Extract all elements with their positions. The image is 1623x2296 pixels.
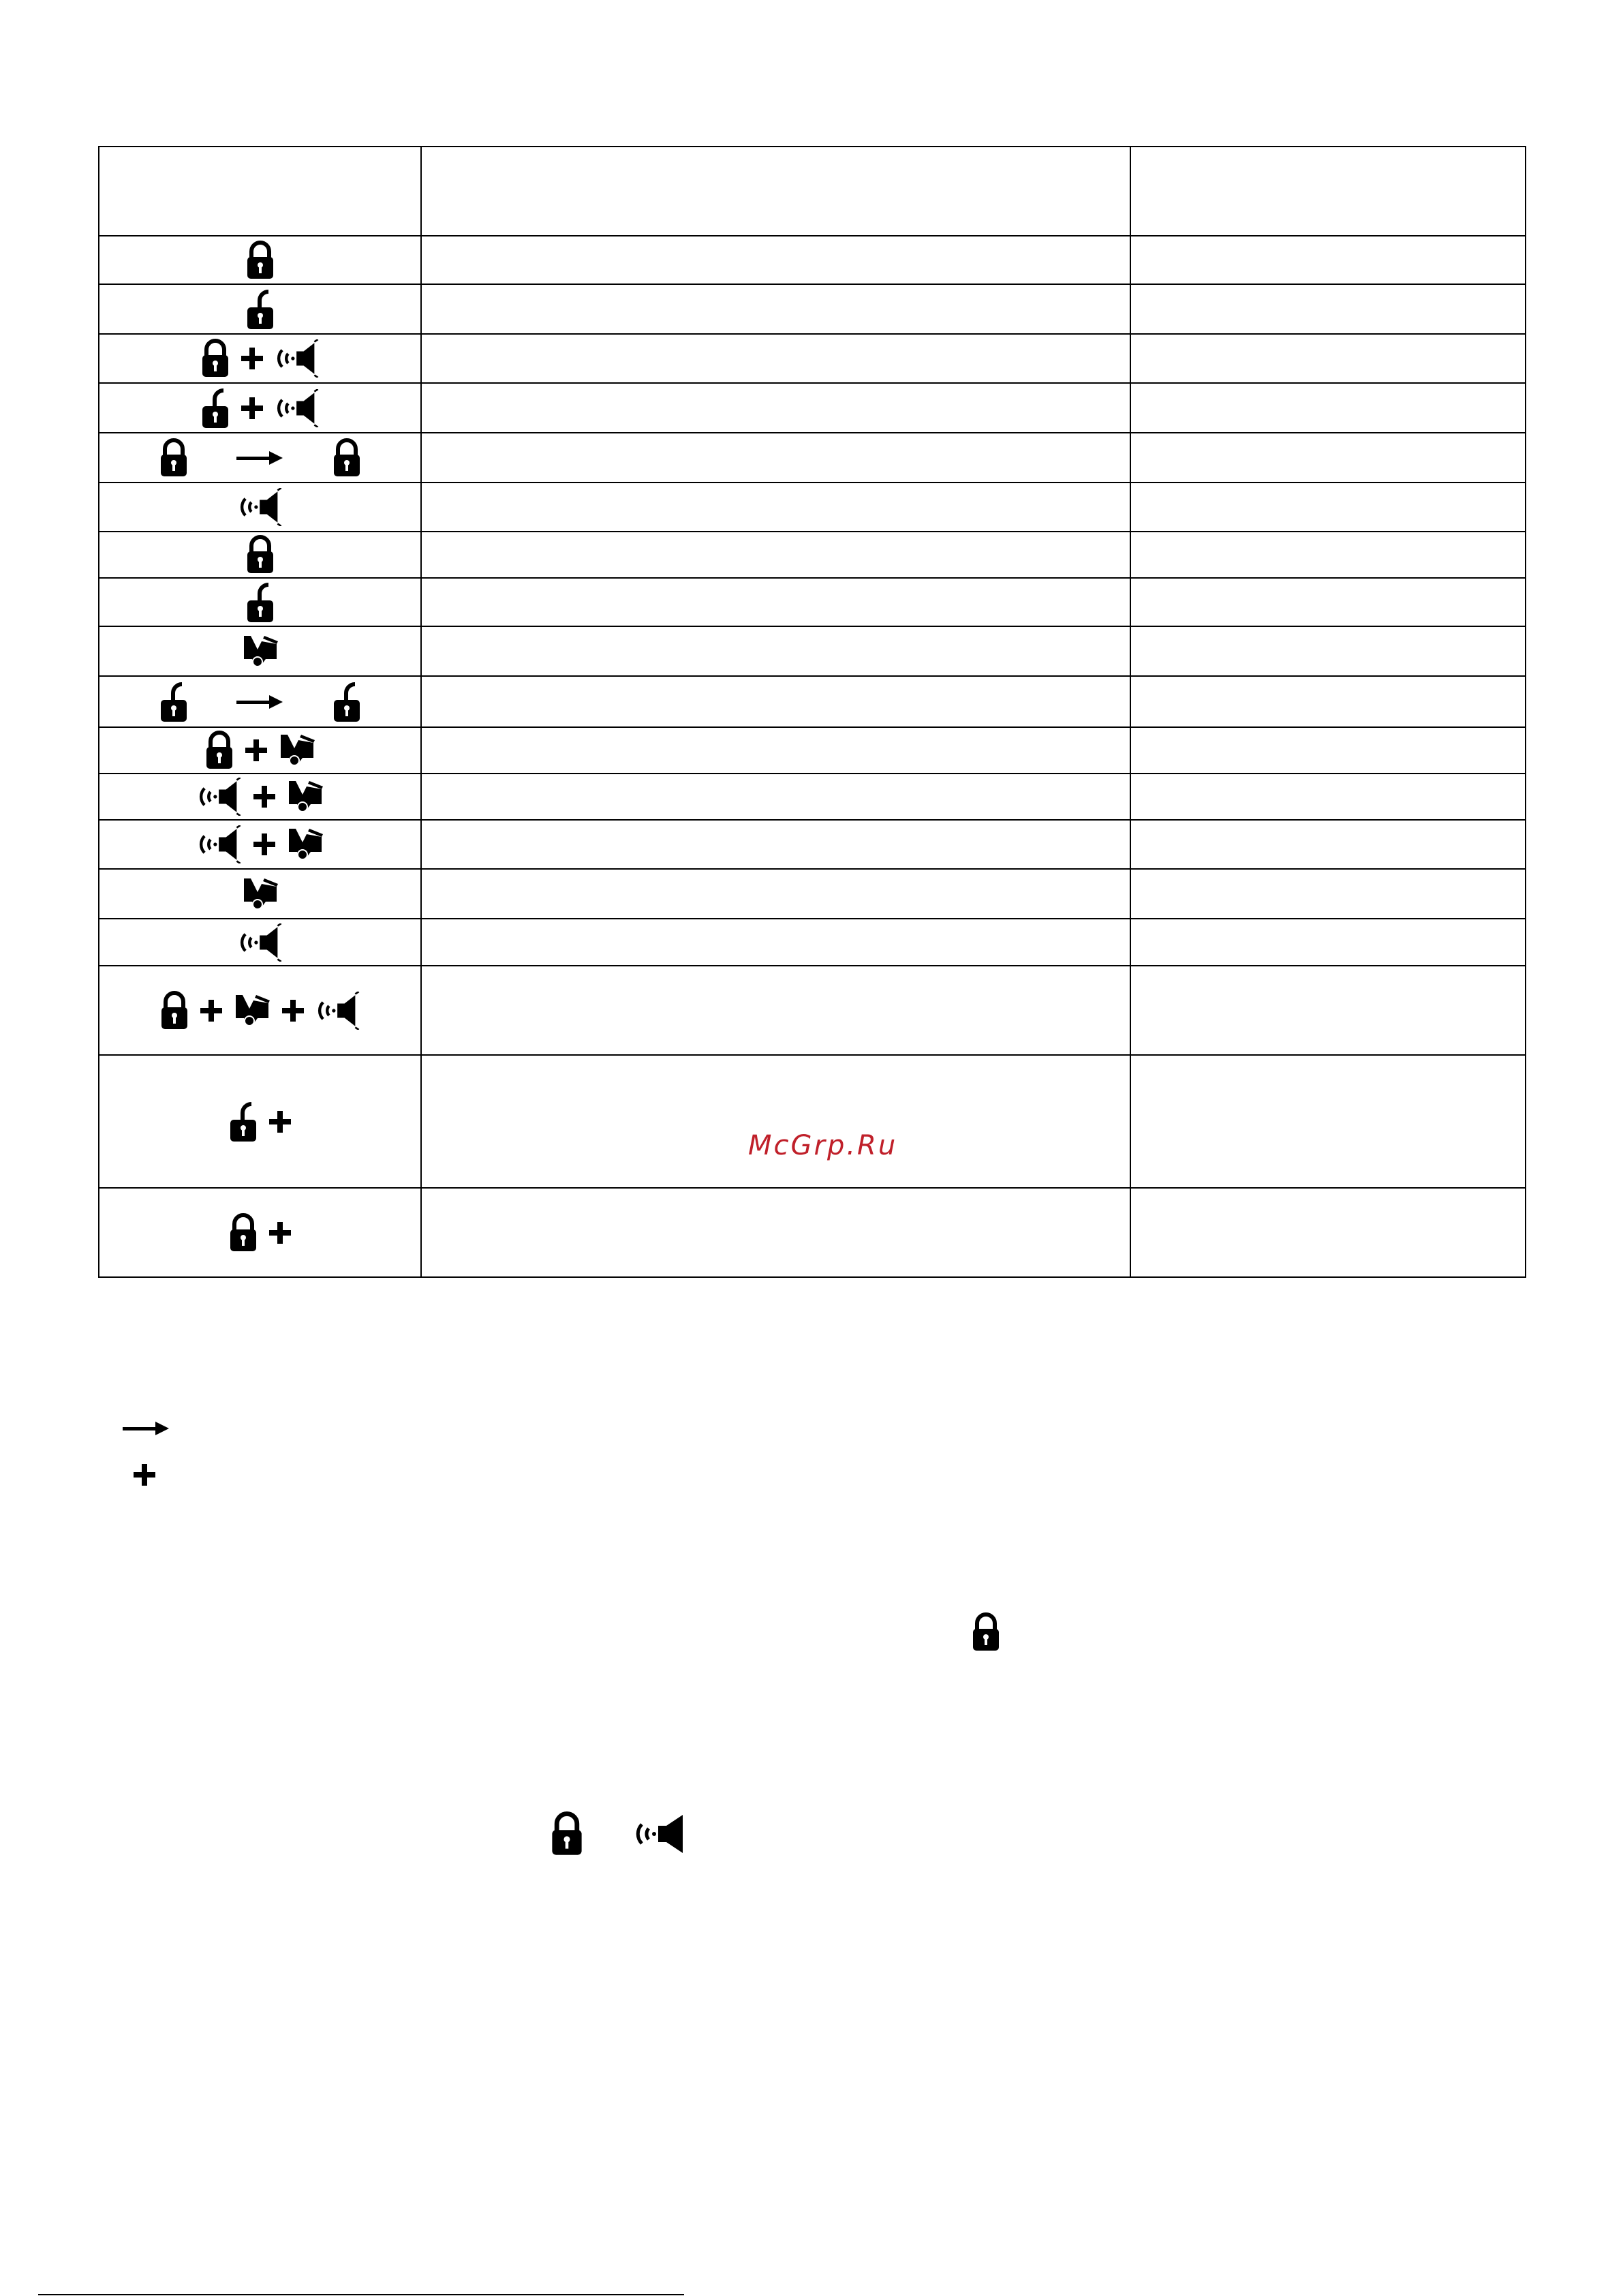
plus-icon bbox=[199, 998, 223, 1023]
plus-icon bbox=[132, 1463, 157, 1487]
function-cell bbox=[421, 1055, 1130, 1188]
function-cell bbox=[421, 483, 1130, 532]
function-cell bbox=[421, 919, 1130, 966]
lock-closed-icon bbox=[245, 241, 275, 280]
button-icon-group bbox=[99, 339, 420, 378]
buttons-cell bbox=[99, 532, 421, 578]
plus-icon bbox=[268, 1221, 292, 1245]
button-icon-group bbox=[99, 535, 420, 575]
lock-closed-icon bbox=[159, 991, 189, 1030]
function-cell bbox=[421, 727, 1130, 774]
buttons-cell bbox=[99, 284, 421, 334]
table-row bbox=[99, 1188, 1526, 1277]
siren-icon bbox=[196, 825, 243, 863]
paragraph-lock-icon bbox=[971, 1612, 1001, 1652]
buttons-cell bbox=[99, 676, 421, 727]
notes-cell bbox=[1130, 820, 1526, 869]
table-row bbox=[99, 433, 1526, 483]
buttons-cell bbox=[99, 727, 421, 774]
lock-closed-icon bbox=[200, 339, 230, 378]
function-cell bbox=[421, 676, 1130, 727]
button-icon-group bbox=[99, 1101, 420, 1143]
trunk-icon bbox=[286, 780, 324, 814]
siren-icon bbox=[196, 778, 243, 816]
lock-closed-icon bbox=[159, 438, 189, 478]
button-icon-group bbox=[99, 991, 420, 1030]
plus-icon bbox=[268, 1109, 292, 1134]
header-cell-notes bbox=[1130, 147, 1526, 236]
lock-closed-icon bbox=[228, 1213, 258, 1253]
siren-icon bbox=[315, 992, 361, 1030]
siren-icon bbox=[237, 488, 283, 526]
plus-icon bbox=[244, 738, 268, 763]
buttons-cell bbox=[99, 483, 421, 532]
buttons-cell bbox=[99, 919, 421, 966]
notes-cell bbox=[1130, 1055, 1526, 1188]
notes-cell bbox=[1130, 1188, 1526, 1277]
button-icon-group bbox=[99, 387, 420, 429]
notes-cell bbox=[1130, 727, 1526, 774]
plus-icon bbox=[240, 396, 264, 420]
plus-icon bbox=[240, 346, 264, 371]
notes-cell bbox=[1130, 236, 1526, 284]
function-cell bbox=[421, 284, 1130, 334]
table-row bbox=[99, 966, 1526, 1055]
legend-arrow-row bbox=[123, 1419, 170, 1438]
function-cell bbox=[421, 532, 1130, 578]
siren-icon bbox=[274, 389, 320, 427]
button-icon-group bbox=[99, 488, 420, 526]
buttons-cell bbox=[99, 383, 421, 433]
header-cell-buttons bbox=[99, 147, 421, 236]
function-cell bbox=[421, 774, 1130, 820]
table-row bbox=[99, 334, 1526, 383]
table-row bbox=[99, 1055, 1526, 1188]
paragraph-lock-siren-icons bbox=[549, 1811, 684, 1856]
buttons-cell bbox=[99, 1188, 421, 1277]
siren-icon bbox=[634, 1812, 684, 1856]
header-cell-function bbox=[421, 147, 1130, 236]
lock-open-icon bbox=[245, 288, 275, 331]
table-row bbox=[99, 774, 1526, 820]
arrow-icon bbox=[236, 692, 284, 711]
notes-cell bbox=[1130, 869, 1526, 919]
notes-cell bbox=[1130, 676, 1526, 727]
buttons-cell bbox=[99, 236, 421, 284]
function-cell bbox=[421, 383, 1130, 433]
buttons-cell bbox=[99, 820, 421, 869]
legend-plus-row bbox=[132, 1463, 157, 1487]
button-icon-group bbox=[99, 681, 420, 723]
notes-cell bbox=[1130, 578, 1526, 626]
notes-cell bbox=[1130, 483, 1526, 532]
table-row bbox=[99, 626, 1526, 676]
button-icon-group bbox=[99, 825, 420, 863]
function-cell bbox=[421, 966, 1130, 1055]
lock-closed-icon bbox=[245, 535, 275, 575]
arrow-icon bbox=[236, 448, 284, 468]
notes-cell bbox=[1130, 919, 1526, 966]
button-icon-group bbox=[99, 241, 420, 280]
trunk-icon bbox=[233, 994, 271, 1028]
function-cell bbox=[421, 236, 1130, 284]
button-icon-group bbox=[99, 581, 420, 624]
buttons-cell bbox=[99, 626, 421, 676]
function-cell bbox=[421, 869, 1130, 919]
plus-icon bbox=[281, 998, 305, 1023]
notes-cell bbox=[1130, 626, 1526, 676]
function-cell bbox=[421, 578, 1130, 626]
table-row bbox=[99, 727, 1526, 774]
lock-open-icon bbox=[228, 1101, 258, 1143]
button-icon-group bbox=[99, 778, 420, 816]
table-row bbox=[99, 919, 1526, 966]
buttons-cell bbox=[99, 433, 421, 483]
button-icon-group bbox=[99, 634, 420, 669]
lock-closed-icon bbox=[204, 731, 234, 770]
plus-icon bbox=[252, 784, 277, 809]
trunk-icon bbox=[241, 634, 279, 669]
notes-cell bbox=[1130, 433, 1526, 483]
lock-open-icon bbox=[159, 681, 189, 723]
button-icon-group bbox=[99, 1213, 420, 1253]
button-icon-group bbox=[99, 731, 420, 770]
siren-icon bbox=[237, 923, 283, 962]
function-cell bbox=[421, 626, 1130, 676]
lock-open-icon bbox=[200, 387, 230, 429]
table-row bbox=[99, 483, 1526, 532]
table-row bbox=[99, 578, 1526, 626]
arrow-icon bbox=[123, 1419, 170, 1438]
notes-cell bbox=[1130, 966, 1526, 1055]
button-icon-group bbox=[99, 877, 420, 911]
notes-cell bbox=[1130, 532, 1526, 578]
notes-cell bbox=[1130, 774, 1526, 820]
buttons-cell bbox=[99, 1055, 421, 1188]
buttons-cell bbox=[99, 966, 421, 1055]
footer-rule bbox=[38, 2294, 684, 2295]
function-cell bbox=[421, 1188, 1130, 1277]
lock-open-icon bbox=[332, 681, 362, 723]
table-row bbox=[99, 532, 1526, 578]
button-icon-group bbox=[99, 923, 420, 962]
notes-cell bbox=[1130, 334, 1526, 383]
trunk-icon bbox=[286, 827, 324, 861]
function-cell bbox=[421, 433, 1130, 483]
button-icon-group bbox=[99, 288, 420, 331]
watermark: McGrp.Ru bbox=[748, 1130, 898, 1161]
lock-closed-icon bbox=[971, 1612, 1001, 1652]
trunk-icon bbox=[278, 733, 316, 767]
table-header-row bbox=[99, 147, 1526, 236]
button-icon-group bbox=[99, 438, 420, 478]
table-row bbox=[99, 383, 1526, 433]
buttons-cell bbox=[99, 578, 421, 626]
buttons-cell bbox=[99, 334, 421, 383]
buttons-cell bbox=[99, 869, 421, 919]
siren-icon bbox=[274, 339, 320, 378]
function-cell bbox=[421, 334, 1130, 383]
button-combinations-table bbox=[98, 146, 1526, 1278]
table-row bbox=[99, 820, 1526, 869]
lock-open-icon bbox=[245, 581, 275, 624]
buttons-cell bbox=[99, 774, 421, 820]
lock-closed-icon bbox=[332, 438, 362, 478]
table-row bbox=[99, 284, 1526, 334]
notes-cell bbox=[1130, 383, 1526, 433]
table-row bbox=[99, 236, 1526, 284]
plus-icon bbox=[252, 832, 277, 857]
table-row bbox=[99, 676, 1526, 727]
trunk-icon bbox=[241, 877, 279, 911]
table-row bbox=[99, 869, 1526, 919]
notes-cell bbox=[1130, 284, 1526, 334]
lock-closed-icon bbox=[549, 1811, 585, 1856]
function-cell bbox=[421, 820, 1130, 869]
